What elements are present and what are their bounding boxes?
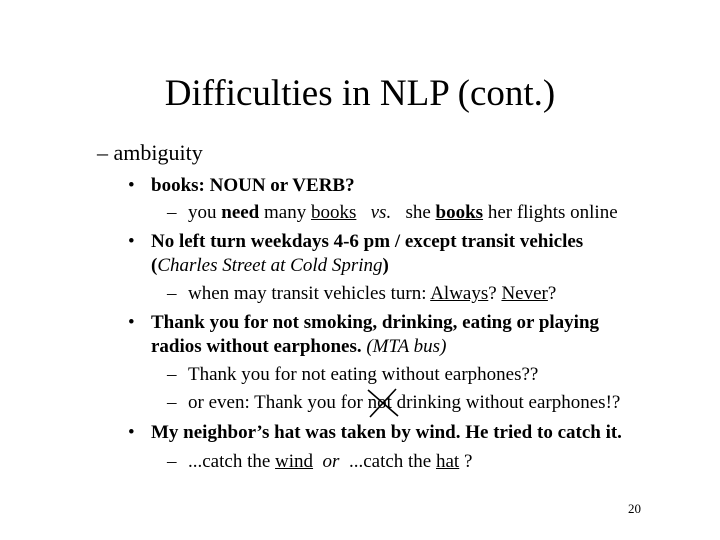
bullet-1-sub: you need many books vs. she books her flights online [188,202,618,223]
bullet-3-sub2: or even: Thank you for not drinking without earphones!? [188,392,620,414]
slide-number: 20 [628,501,641,516]
bullet-4-sub: ...catch the wind or ...catch the hat ? [188,451,473,472]
bullet-2-line1: No left turn weekdays 4-6 pm / except transit vehicles [151,231,584,252]
bullet-3-line1: Thank you for not smoking, drinking, eating or playing [151,312,600,333]
sub-dash: – [167,283,177,304]
sub-dash: – [167,364,177,385]
bullet-4-text: My neighbor’s hat was taken by wind. He tried to catch it. [151,422,622,443]
bullet-dot: • [128,422,135,443]
sub-dash: – [167,392,177,413]
bullet-2-line2: (Charles Street at Cold Spring) [151,255,389,276]
bullet-dot: • [128,175,135,196]
level1-item [97,140,203,166]
bullet-3-line2: radios without earphones. (MTA bus) [151,336,447,357]
sub-dash: – [167,451,177,472]
bullet-dot: • [128,312,135,333]
bullet-1-text: books: NOUN or VERB? [151,175,355,196]
bullet-2-sub: when may transit vehicles turn: Always? Never? [188,283,557,304]
sub-dash: – [167,202,177,223]
slide-title: Difficulties in NLP (cont.) [164,73,556,114]
level1-text: ambiguity [113,140,203,165]
cross-out-x-icon [366,388,402,418]
crossed-out-word: not [368,392,392,414]
bullet-3-sub1: Thank you for not eating without earphones?? [188,364,539,385]
level1-dash: – [97,140,108,165]
bullet-dot: • [128,231,135,252]
